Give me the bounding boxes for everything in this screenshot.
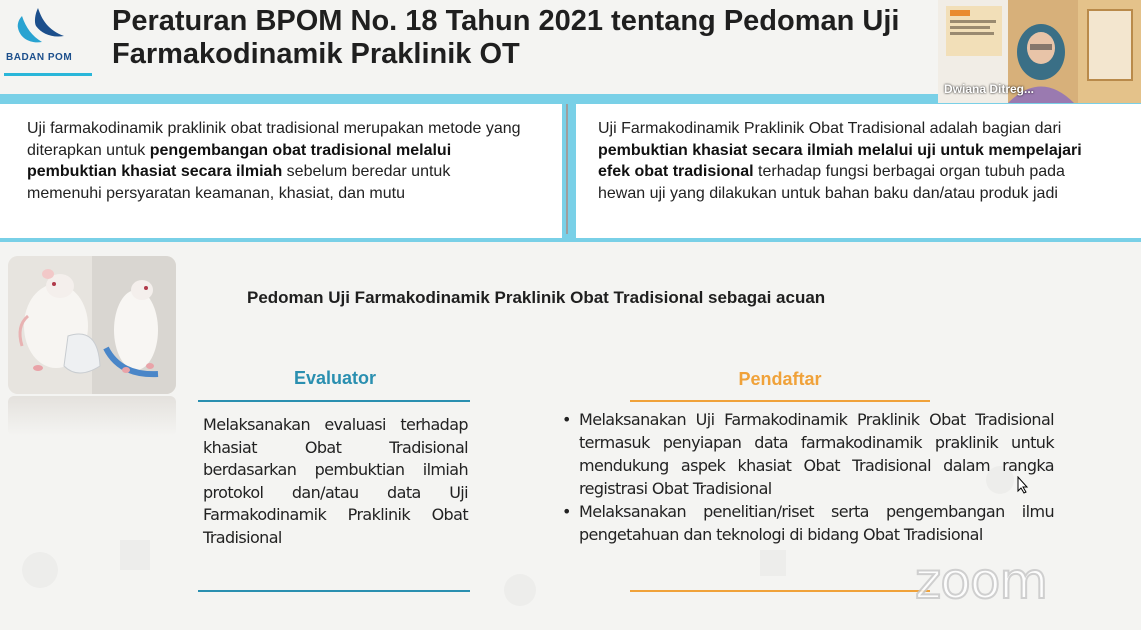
pendaftar-item: • Melaksanakan penelitian/riset serta pengembangan ilmu pengetahuan dan teknologi di bidang Obat Tradisional: [560, 500, 1054, 546]
definition-right-part1: Uji Farmakodinamik Praklinik Obat Tradisional adalah bagian dari: [598, 120, 1062, 137]
zoom-watermark: zoom: [915, 552, 1048, 610]
pedoman-heading: Pedoman Uji Farmakodinamik Praklinik Obat Tradisional sebagai acuan: [247, 288, 826, 307]
definition-left-bold: pengembangan obat tradisional melalui pembuktian khasiat secara ilmiah: [27, 141, 452, 180]
band-divider: [566, 104, 568, 234]
slide-title: Peraturan BPOM No. 18 Tahun 2021 tentang Pedoman Uji Farmakodinamik Praklinik OT: [112, 5, 900, 70]
logo-text: BADAN POM: [6, 52, 73, 63]
evaluator-heading: Evaluator: [293, 368, 377, 388]
logo-underline: [4, 73, 92, 76]
mouse-cursor-icon: [1017, 476, 1029, 494]
pendaftar-top-line: [630, 400, 930, 402]
definition-left-part1: Uji farmakodinamik praklinik obat tradisional merupakan metode yang diterapkan untuk: [27, 120, 521, 159]
participant-name: Dwiana Ditreg...: [944, 82, 1035, 96]
bpom-logo-icon: [8, 6, 72, 50]
pendaftar-bottom-line: [630, 590, 930, 592]
pendaftar-heading: Pendaftar: [738, 369, 822, 389]
definition-right-text: [598, 118, 1103, 204]
pendaftar-item: • Melaksanakan Uji Farmakodinamik Praklinik Obat Tradisional termasuk penyiapan data farmakodinamik praklinik untuk mendukung aspek khasiat Obat Tradisional dalam rangka registrasi Obat Tradisional: [560, 408, 1054, 500]
definition-right-bold: pembuktian khasiat secara ilmiah melalui uji untuk mempelajari efek obat tradisional: [598, 141, 1082, 180]
bpom-logo: [4, 2, 86, 76]
evaluator-text: Melaksanakan evaluasi terhadap khasiat Obat Tradisional berdasarkan pembuktian ilmiah protokol dan/atau data Uji Farmakodinamik Praklinik Obat Tradisional: [203, 415, 468, 547]
photo-reflection: [8, 396, 176, 436]
definition-left-text: [27, 118, 527, 204]
definition-right-part2: terhadap fungsi berbagai organ tubuh pada hewan uji yang dilakukan untuk bahan baku dan/atau produk jadi: [598, 163, 1065, 202]
pendaftar-list: [560, 408, 1054, 546]
lab-mice-photo: [8, 256, 176, 394]
evaluator-top-line: [198, 400, 470, 402]
evaluator-bottom-line: [198, 590, 470, 592]
definition-left-part2: sebelum beredar untuk memenuhi persyaratan keamanan, khasiat, dan mutu: [27, 163, 451, 202]
lab-mice-image: [8, 256, 176, 394]
